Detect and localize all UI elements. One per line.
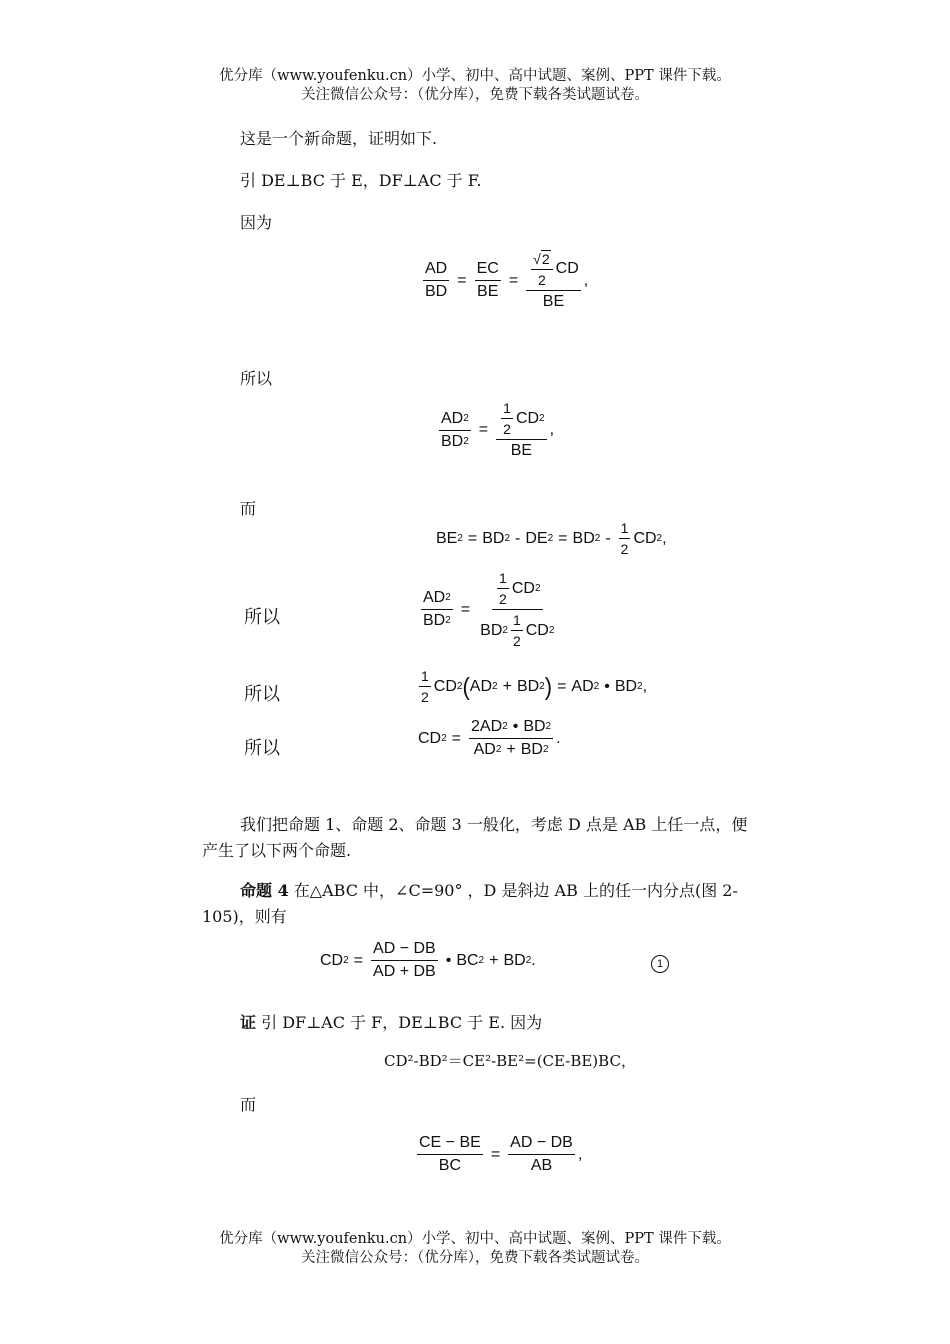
proof-label: 证: [240, 1013, 257, 1032]
paragraph-and-2: 而: [240, 1095, 257, 1114]
fraction: $\frac{AD - DB}{AD + DB}$: [373, 940, 436, 980]
page-footer: [0, 1230, 950, 1268]
fraction: 2AD 2 • BD 2 AD 2 + BD 2: [471, 718, 552, 758]
equation-3: BE 2 = BD 2 - DE 2 = BD 2 - $\frac{1}{2}$ CD 2 ,: [436, 520, 667, 557]
fraction: $\frac{1}{2}$: [620, 520, 629, 557]
paragraph-because: 因为: [240, 213, 273, 232]
equation-cd-bd: CD²-BD²＝CE²-BE²=(CE-BE)BC，: [384, 1052, 636, 1070]
fraction: $\frac{AD}{BD}$: [425, 260, 448, 300]
label-so-4: 所以: [244, 738, 280, 759]
circled-number: 1: [651, 955, 669, 973]
sqrt-symbol: √ 2: [533, 251, 550, 267]
paragraph-intro: 这是一个新命题，证明如下.: [240, 129, 438, 148]
proposition-4-label: 命题 4: [240, 881, 289, 900]
fraction: $\frac{CE - BE}{BC}$: [419, 1134, 481, 1174]
fraction: √ 2 2: [531, 250, 552, 288]
equation-4: AD 2 BD 2 = $\frac{1}{2}$ CD 2 BD 2 $\frac{1}{2}$ CD 2: [423, 570, 555, 649]
header-line-2: 关注微信公众号：（优分库），免费下载各类试题试卷。: [301, 87, 649, 103]
fraction: $\frac{AD - DB}{AB}$: [510, 1134, 573, 1174]
footer-line-1: 优分库（www.youfenku.cn）小学、初中、高中试题、案例、PPT 课件下载。: [219, 1231, 731, 1247]
header-line-1: 优分库（www.youfenku.cn）小学、初中、高中试题、案例、PPT 课件下载。: [219, 68, 731, 84]
fraction: √ 2 2 CD BE: [526, 250, 581, 311]
equation-number: [651, 955, 669, 973]
proof-line: 证 引 DF⊥AC 于 F，DE⊥BC 于 E. 因为: [240, 1013, 543, 1032]
paragraph-construction: 引 DE⊥BC 于 E，DF⊥AC 于 F.: [240, 171, 482, 190]
equation-2: AD 2 BD 2 = $\frac{1}{2}$ CD 2 BE ,: [441, 400, 555, 459]
fraction: $\frac{1}{2}$ CD 2 BD 2 $\frac{1}{2}$ CD 2: [480, 570, 555, 649]
page-header: [0, 67, 950, 105]
paragraph-and-1: 而: [240, 499, 257, 518]
equation-7: CD 2 = $\frac{AD - DB}{AD + DB}$ • BC 2 + BD 2 .: [320, 940, 536, 980]
equation-8: $\frac{CE - BE}{BC}$ = $\frac{AD - DB}{AB}$ ,: [419, 1134, 583, 1174]
equation-5: $\frac{1}{2}$ CD 2 ( AD 2 + BD 2 ) = AD 2 • BD 2 ,: [421, 668, 648, 705]
equation-6: CD 2 = 2AD 2 • BD 2 AD 2 + BD 2 .: [418, 718, 561, 758]
fraction: $\frac{1}{2}$: [503, 400, 511, 437]
paragraph-generalize-2: 产生了以下两个命题.: [202, 841, 352, 860]
equation-1: $\frac{AD}{BD}$ = $\frac{EC}{BE}$ = √ 2 2 CD BE ,: [425, 251, 589, 310]
fraction: $\frac{EC}{BE}$: [476, 260, 499, 300]
fraction: $\frac{1}{2}$: [421, 668, 429, 705]
label-so-2: 所以: [244, 607, 280, 628]
fraction: $\frac{1}{2}$: [499, 570, 507, 607]
label-so-3: 所以: [244, 684, 280, 705]
fraction: AD 2 BD 2: [441, 409, 469, 450]
proposition-4-line-2: 105)，则有: [202, 907, 287, 926]
proposition-4-line-1: 命题 4 在△ABC 中，∠C=90° ，D 是斜边 AB 上的任一内分点(图 2-: [240, 881, 738, 900]
fraction: AD 2 BD 2: [423, 589, 451, 629]
paragraph-generalize-1: 我们把命题 1、命题 2、命题 3 一般化，考虑 D 点是 AB 上任一点，便: [240, 815, 748, 834]
footer-line-2: 关注微信公众号：（优分库），免费下载各类试题试卷。: [301, 1250, 649, 1266]
paragraph-so-1: 所以: [240, 369, 273, 388]
fraction: $\frac{1}{2}$: [512, 612, 521, 649]
fraction: $\frac{1}{2}$ CD 2 BE: [496, 400, 546, 460]
